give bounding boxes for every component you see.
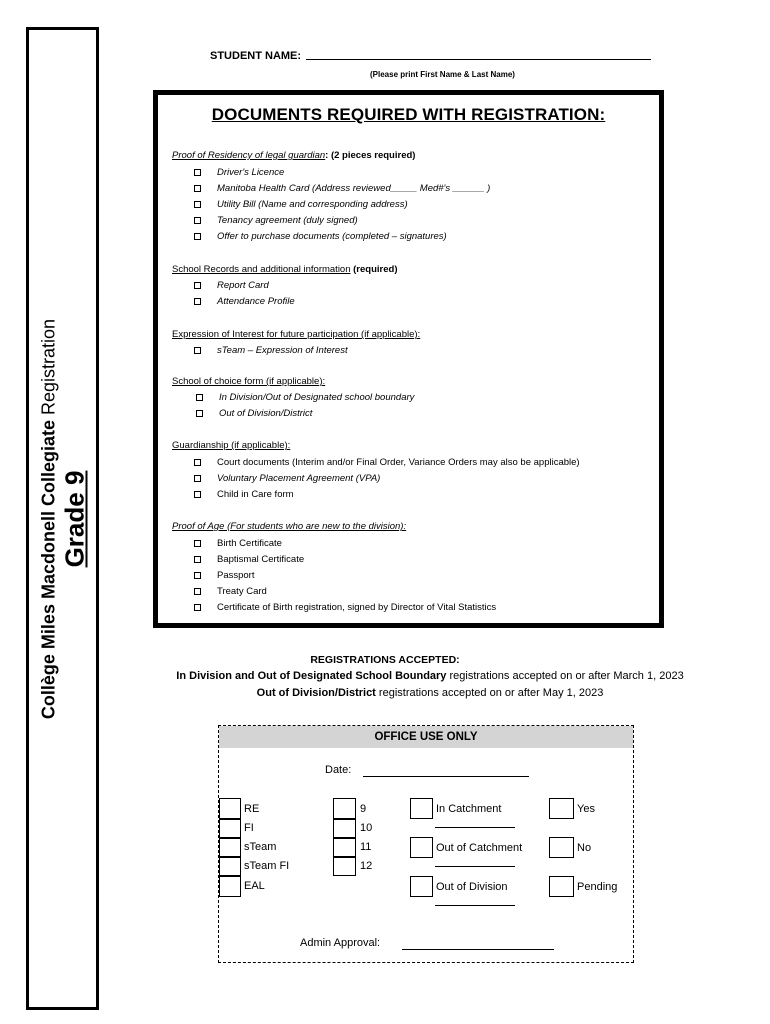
- list-item[interactable]: [194, 183, 490, 194]
- grade-12-checkbox[interactable]: [333, 857, 356, 876]
- list-item[interactable]: [194, 345, 348, 356]
- program-label-fi: FI: [244, 822, 254, 834]
- list-item[interactable]: [194, 231, 447, 242]
- grade-label-12: 12: [360, 860, 373, 872]
- in-catchment-checkbox[interactable]: [410, 798, 433, 819]
- out-of-catchment-line[interactable]: [435, 866, 515, 867]
- date-field[interactable]: [363, 776, 529, 777]
- date-label: Date:: [325, 764, 352, 776]
- checkbox[interactable]: [194, 588, 201, 595]
- list-item[interactable]: [194, 586, 267, 597]
- checkbox[interactable]: [194, 491, 201, 498]
- checkbox[interactable]: [194, 556, 201, 563]
- list-item-label: Tenancy agreement (duly signed): [217, 215, 358, 226]
- checkbox[interactable]: [196, 410, 203, 417]
- grade-label-9: 9: [360, 803, 367, 815]
- proof-of-age-heading-text: Proof of Age (For students who are new to the division):: [172, 521, 407, 532]
- side-banner: [26, 27, 99, 1010]
- list-item-label: Voluntary Placement Agreement (VPA): [217, 473, 381, 484]
- student-name-line: [210, 50, 651, 62]
- documents-required-box: [153, 90, 664, 628]
- checkbox[interactable]: [194, 185, 201, 192]
- checkbox[interactable]: [194, 298, 201, 305]
- checkbox[interactable]: [194, 604, 201, 611]
- status-no-label: No: [577, 842, 592, 854]
- list-item[interactable]: [194, 167, 284, 178]
- registration-line-2-bold: Out of Division/District: [256, 687, 376, 699]
- eal-checkbox[interactable]: [219, 876, 241, 897]
- grade-9-checkbox[interactable]: [333, 798, 356, 819]
- list-item-label: Report Card: [217, 280, 269, 291]
- grade-10-checkbox[interactable]: [333, 819, 356, 838]
- admin-approval-field[interactable]: [402, 949, 554, 950]
- guardianship-heading: [172, 440, 290, 451]
- residency-heading: [172, 150, 415, 161]
- program-label-steam: sTeam: [244, 841, 277, 853]
- list-item-label: Baptismal Certificate: [217, 554, 305, 565]
- office-use-box: [218, 725, 634, 963]
- student-name-field[interactable]: [306, 59, 651, 60]
- list-item-label: Attendance Profile: [217, 296, 295, 307]
- fi-checkbox[interactable]: [219, 819, 241, 838]
- grade-11-checkbox[interactable]: [333, 838, 356, 857]
- list-item[interactable]: [194, 296, 295, 307]
- status-pending-label: Pending: [577, 881, 618, 893]
- school-records-heading-text: School Records and additional information: [172, 264, 351, 275]
- proof-of-age-heading: [172, 521, 406, 532]
- pending-checkbox[interactable]: [549, 876, 574, 897]
- residency-heading-required: (2 pieces required): [330, 150, 416, 161]
- list-item[interactable]: [194, 554, 304, 565]
- checkbox[interactable]: [194, 169, 201, 176]
- checkbox[interactable]: [194, 282, 201, 289]
- checkbox[interactable]: [194, 572, 201, 579]
- residency-heading-colon: :: [325, 150, 329, 161]
- list-item-label: Certificate of Birth registration, signed by Director of Vital Statistics: [217, 602, 497, 613]
- registration-line-2-text: registrations accepted on or after May 1, 2023: [378, 687, 604, 699]
- checkbox[interactable]: [194, 217, 201, 224]
- no-checkbox[interactable]: [549, 837, 574, 858]
- checkbox[interactable]: [194, 347, 201, 354]
- steam-checkbox[interactable]: [219, 838, 241, 857]
- residency-heading-text: Proof of Residency of legal guardian: [172, 150, 326, 161]
- school-records-heading: [172, 264, 397, 275]
- out-of-division-checkbox[interactable]: [410, 876, 433, 897]
- school-records-required: (required): [353, 264, 398, 275]
- out-of-division-line[interactable]: [435, 905, 515, 906]
- list-item-label: Out of Division/District: [219, 408, 313, 419]
- grade-label: Grade 9: [59, 470, 89, 567]
- list-item[interactable]: [196, 408, 312, 419]
- in-catchment-line[interactable]: [435, 827, 515, 828]
- list-item-label: Court documents (Interim and/or Final Order, Variance Orders may also be applicable): [217, 457, 580, 468]
- registration-word: Registration: [38, 318, 58, 415]
- program-label-eal: EAL: [244, 880, 265, 892]
- out-of-catchment-checkbox[interactable]: [410, 837, 433, 858]
- list-item[interactable]: [194, 457, 580, 468]
- expression-heading-text: Expression of Interest for future participation (if applicable):: [172, 329, 421, 340]
- out-of-division-label: Out of Division: [436, 881, 508, 893]
- re-checkbox[interactable]: [219, 798, 241, 819]
- list-item[interactable]: [194, 570, 255, 581]
- list-item-label: Manitoba Health Card (Address reviewed_____ Med#'s ______ ): [217, 183, 491, 194]
- checkbox[interactable]: [194, 540, 201, 547]
- program-label-steam-fi: sTeam FI: [244, 860, 290, 872]
- list-item-label: Treaty Card: [217, 586, 267, 597]
- list-item[interactable]: [194, 280, 269, 291]
- in-catchment-label: In Catchment: [436, 803, 502, 815]
- yes-checkbox[interactable]: [549, 798, 574, 819]
- list-item[interactable]: [194, 538, 282, 549]
- status-yes-label: Yes: [577, 803, 595, 815]
- list-item-label: Driver's Licence: [217, 167, 285, 178]
- registration-line-1-bold: In Division and Out of Designated School Boundary: [176, 670, 447, 682]
- grade-label-10: 10: [360, 822, 373, 834]
- school-choice-heading: [172, 376, 325, 387]
- checkbox[interactable]: [194, 475, 201, 482]
- grade-label-11: 11: [360, 841, 372, 853]
- student-name-label: STUDENT NAME:: [210, 50, 302, 62]
- documents-title: DOCUMENTS REQUIRED WITH REGISTRATION:: [211, 105, 606, 124]
- list-item-label: Child in Care form: [217, 489, 294, 500]
- list-item[interactable]: [194, 215, 358, 226]
- checkbox[interactable]: [194, 459, 201, 466]
- registration-line-1-text: registrations accepted on or after March 1, 2023: [449, 670, 684, 682]
- list-item[interactable]: [194, 199, 408, 210]
- list-item[interactable]: [194, 473, 380, 484]
- guardianship-heading-text: Guardianship (if applicable):: [172, 440, 291, 451]
- list-item[interactable]: [196, 392, 414, 403]
- registration-date-line-2: [0, 687, 770, 699]
- office-use-header: OFFICE USE ONLY: [219, 726, 633, 748]
- expression-heading: [172, 329, 420, 340]
- list-item[interactable]: [194, 489, 294, 500]
- list-item-label: In Division/Out of Designated school boundary: [219, 392, 415, 403]
- checkbox[interactable]: [196, 394, 203, 401]
- checkbox[interactable]: [194, 233, 201, 240]
- list-item-label: sTeam – Expression of Interest: [217, 345, 348, 356]
- admin-approval-label: Admin Approval:: [300, 937, 381, 949]
- registration-date-line-1: [0, 670, 770, 682]
- registrations-heading: REGISTRATIONS ACCEPTED:: [310, 654, 460, 666]
- program-label-re: RE: [244, 803, 260, 815]
- list-item-label: Birth Certificate: [217, 538, 282, 549]
- list-item-label: Offer to purchase documents (completed – signatures): [217, 231, 447, 242]
- list-item-label: Passport: [217, 570, 255, 581]
- student-name-hint: (Please print First Name & Last Name): [370, 70, 515, 79]
- list-item[interactable]: [194, 602, 496, 613]
- checkbox[interactable]: [194, 201, 201, 208]
- steam-fi-checkbox[interactable]: [219, 857, 241, 876]
- school-name: Collège Miles Macdonell Collegiate: [38, 419, 58, 719]
- list-item-label: Utility Bill (Name and corresponding address): [217, 199, 408, 210]
- school-choice-heading-text: School of choice form (if applicable):: [172, 376, 326, 387]
- out-of-catchment-label: Out of Catchment: [436, 842, 523, 854]
